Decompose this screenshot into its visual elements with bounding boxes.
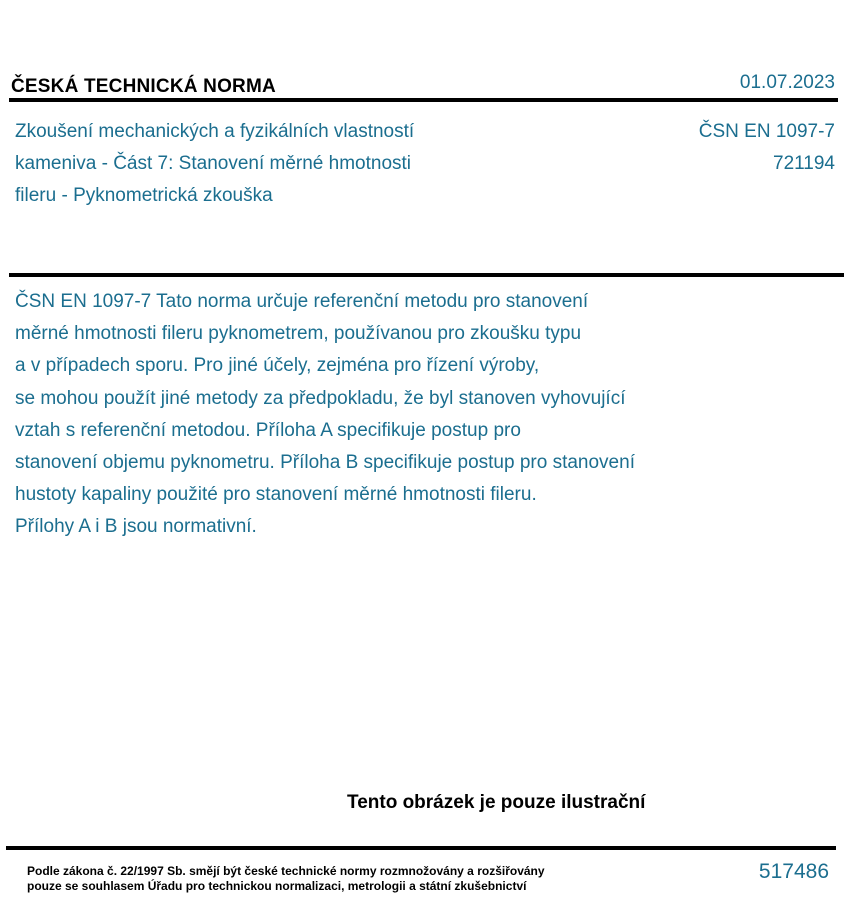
abstract-line: Přílohy A i B jsou normativní. xyxy=(15,516,257,538)
abstract-text xyxy=(15,286,735,544)
abstract-line: hustoty kapaliny použité pro stanovení měrné hmotnosti fileru. xyxy=(15,484,537,506)
standard-identifier xyxy=(699,116,835,180)
abstract-line: měrné hmotnosti fileru pyknometrem, používanou pro zkoušku typu xyxy=(15,323,582,345)
abstract-line: ČSN EN 1097-7 Tato norma určuje referenční metodu pro stanovení xyxy=(15,291,589,312)
legal-notice-line: pouze se souhlasem Úřadu pro technickou normalizaci, metrologii a státní zkušebnictví xyxy=(27,879,527,893)
publication-date: 01.07.2023 xyxy=(739,72,835,93)
standard-title-line: Zkoušení mechanických a fyzikálních vlastností xyxy=(15,121,415,142)
section-divider xyxy=(9,273,844,277)
header-divider xyxy=(9,98,838,102)
illustration-note: Tento obrázek je pouze ilustrační xyxy=(347,792,646,813)
abstract-line: vztah s referenční metodou. Příloha A specifikuje postup pro xyxy=(15,419,521,441)
abstract-line: stanovení objemu pyknometru. Příloha B specifikuje postup pro stanovení xyxy=(15,452,635,474)
legal-notice xyxy=(27,864,545,894)
classification-number: 721194 xyxy=(773,153,835,174)
standard-title xyxy=(15,116,535,212)
abstract-line: se mohou použít jiné metody za předpokladu, že byl stanoven vyhovující xyxy=(15,387,626,409)
document-type-title: ČESKÁ TECHNICKÁ NORMA xyxy=(11,76,276,97)
standard-title-line: fileru - Pyknometrická zkouška xyxy=(15,185,273,206)
standard-code: ČSN EN 1097-7 xyxy=(698,121,835,142)
legal-notice-line: Podle zákona č. 22/1997 Sb. smějí být české technické normy rozmnožovány a rozšiřovány xyxy=(27,864,545,878)
footer-divider xyxy=(6,846,836,850)
standard-title-line: kameniva - Část 7: Stanovení měrné hmotnosti xyxy=(15,153,412,174)
document-number: 517486 xyxy=(758,860,829,883)
abstract-line: a v případech sporu. Pro jiné účely, zejména pro řízení výroby, xyxy=(15,355,540,377)
